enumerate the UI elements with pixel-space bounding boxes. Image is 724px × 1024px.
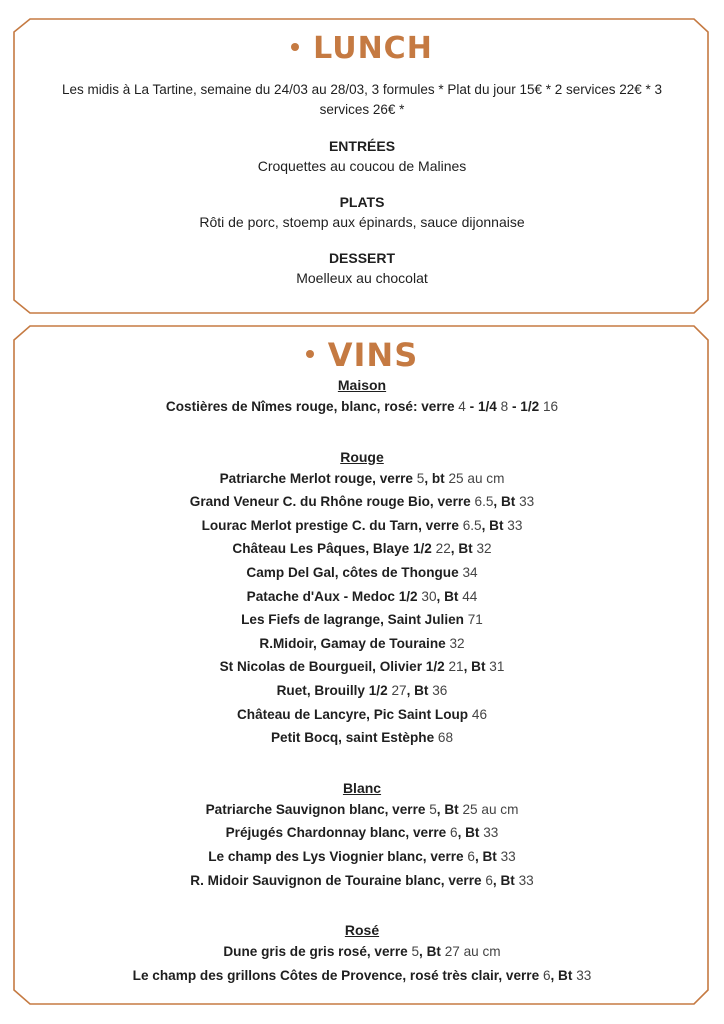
wine-price: 27 (391, 682, 407, 698)
wine-label: , bt (424, 470, 449, 486)
wine-price: 6 (450, 825, 458, 841)
plats-heading: PLATS (339, 194, 385, 210)
wine-item (14, 537, 710, 561)
wine-item (14, 655, 710, 679)
wine-list (14, 375, 710, 987)
wine-price: 4 (458, 399, 466, 414)
wine-label: Dune gris de gris rosé, verre (223, 944, 412, 960)
wine-label: Ruet, Brouilly 1/2 (276, 682, 392, 698)
wine-price: 16 (542, 399, 559, 414)
dessert-heading: DESSERT (328, 250, 396, 266)
wine-label: R. Midoir Sauvignon de Touraine blanc, verre (190, 872, 486, 888)
wine-price: 25 au cm (448, 470, 505, 486)
lunch-section (14, 19, 710, 288)
wine-price: 6 (467, 848, 475, 864)
wine-label: - 1/4 (465, 399, 501, 414)
wine-price: 33 (519, 494, 535, 510)
wine-item (14, 964, 710, 988)
wine-label: , Bt (481, 517, 508, 533)
wine-item (14, 608, 710, 632)
wine-item (14, 821, 710, 845)
wine-label: , Bt (474, 848, 501, 864)
wine-label: , Bt (492, 872, 519, 888)
wine-item (14, 632, 710, 656)
wine-price: 5 (416, 470, 425, 486)
wine-label: , Bt (463, 659, 490, 675)
wine-price: 31 (489, 659, 505, 675)
wine-price: 22 (435, 541, 451, 557)
wine-item (14, 467, 710, 491)
vins-title-text: VINS (327, 336, 419, 374)
wine-price: 6.5 (474, 494, 494, 510)
wine-price: 5 (429, 801, 437, 817)
wine-price: 5 (411, 944, 420, 960)
wine-item (14, 940, 710, 964)
vins-section (14, 326, 710, 987)
wine-label: , Bt (457, 825, 484, 841)
wine-item (14, 845, 710, 869)
entrees-heading: ENTRÉES (328, 138, 396, 154)
bullet-icon (306, 350, 314, 358)
wine-price: 33 (518, 872, 534, 888)
wine-price: 34 (462, 564, 478, 580)
wine-label: Patriarche Merlot rouge, verre (219, 470, 417, 486)
lunch-title-text: LUNCH (313, 31, 433, 66)
wine-price: 27 au cm (444, 944, 501, 960)
wine-price: 71 (467, 612, 483, 628)
wine-item (14, 703, 710, 727)
wine-price: 46 (471, 706, 488, 722)
wine-item (14, 798, 710, 822)
wine-category-rouge: Rouge (340, 448, 384, 465)
wine-price: 36 (432, 682, 448, 698)
lunch-intro: Les midis à La Tartine, semaine du 24/03 au 28/03, 3 formules * Plat du jour 15€ * 2 services 22€ * 3 services 26€ * (61, 82, 663, 117)
wine-price: 33 (576, 967, 592, 983)
wine-price: 68 (437, 730, 454, 746)
wine-price: 30 (421, 588, 437, 604)
wine-price: 32 (449, 635, 465, 651)
wine-item (14, 585, 710, 609)
wine-item (14, 869, 710, 893)
wine-item (14, 726, 710, 750)
wine-price: 21 (448, 659, 464, 675)
wine-label: , Bt (493, 494, 520, 510)
wine-label: St Nicolas de Bourgueil, Olivier 1/2 (219, 659, 449, 675)
wine-item (14, 490, 710, 514)
wine-price: 33 (500, 848, 516, 864)
wine-label: Petit Bocq, saint Estèphe (270, 730, 438, 746)
entrees-item: Croquettes au coucou de Malines (257, 158, 467, 174)
dessert-item: Moelleux au chocolat (296, 270, 428, 286)
wine-price: 8 (500, 399, 509, 414)
wine-label: Camp Del Gal, côtes de Thongue (246, 564, 463, 580)
wine-label: , Bt (450, 541, 477, 557)
wine-label: Lourac Merlot prestige C. du Tarn, verre (201, 517, 463, 533)
wine-price: 6.5 (462, 517, 482, 533)
wine-item (14, 514, 710, 538)
wine-price: 6 (542, 967, 551, 983)
wine-label: Patache d'Aux - Medoc 1/2 (246, 588, 422, 604)
wine-label: R.Midoir, Gamay de Touraine (259, 635, 450, 651)
wine-price: 25 au cm (462, 801, 519, 817)
wine-item (14, 395, 710, 419)
wine-category-maison: Maison (337, 377, 387, 393)
wine-label: Costières de Nîmes rouge, blanc, rosé: verre (165, 399, 459, 414)
wine-label: Château Les Pâques, Blaye 1/2 (232, 541, 436, 557)
wine-price: 32 (476, 541, 492, 557)
wine-label: Le champ des Lys Viognier blanc, verre (208, 848, 468, 864)
wine-label: , Bt (436, 588, 463, 604)
wine-label: Château de Lancyre, Pic Saint Loup (236, 706, 472, 722)
wine-label: , Bt (550, 967, 577, 983)
wine-label: , Bt (406, 682, 433, 698)
wine-label: - 1/2 (508, 399, 543, 414)
wine-item (14, 679, 710, 703)
wine-price: 33 (483, 825, 499, 841)
wine-label: Préjugés Chardonnay blanc, verre (225, 825, 450, 841)
wine-price: 6 (485, 872, 493, 888)
wine-label: Grand Veneur C. du Rhône rouge Bio, verre (189, 494, 475, 510)
wine-label: Le champ des grillons Côtes de Provence, rosé très clair, verre (132, 967, 543, 983)
wine-item (14, 561, 710, 585)
wine-label: Patriarche Sauvignon blanc, verre (205, 801, 430, 817)
wine-label: Les Fiefs de lagrange, Saint Julien (241, 612, 468, 628)
vins-title (14, 336, 710, 374)
plats-item: Rôti de porc, stoemp aux épinards, sauce dijonnaise (199, 214, 525, 230)
wine-label: , Bt (436, 801, 463, 817)
lunch-title (14, 31, 710, 66)
wine-category-rose: Rosé (344, 922, 380, 939)
wine-label: , Bt (419, 944, 445, 960)
wine-price: 33 (507, 517, 523, 533)
wine-category-blanc: Blanc (342, 779, 382, 796)
wine-price: 44 (462, 588, 478, 604)
bullet-icon (291, 43, 299, 51)
